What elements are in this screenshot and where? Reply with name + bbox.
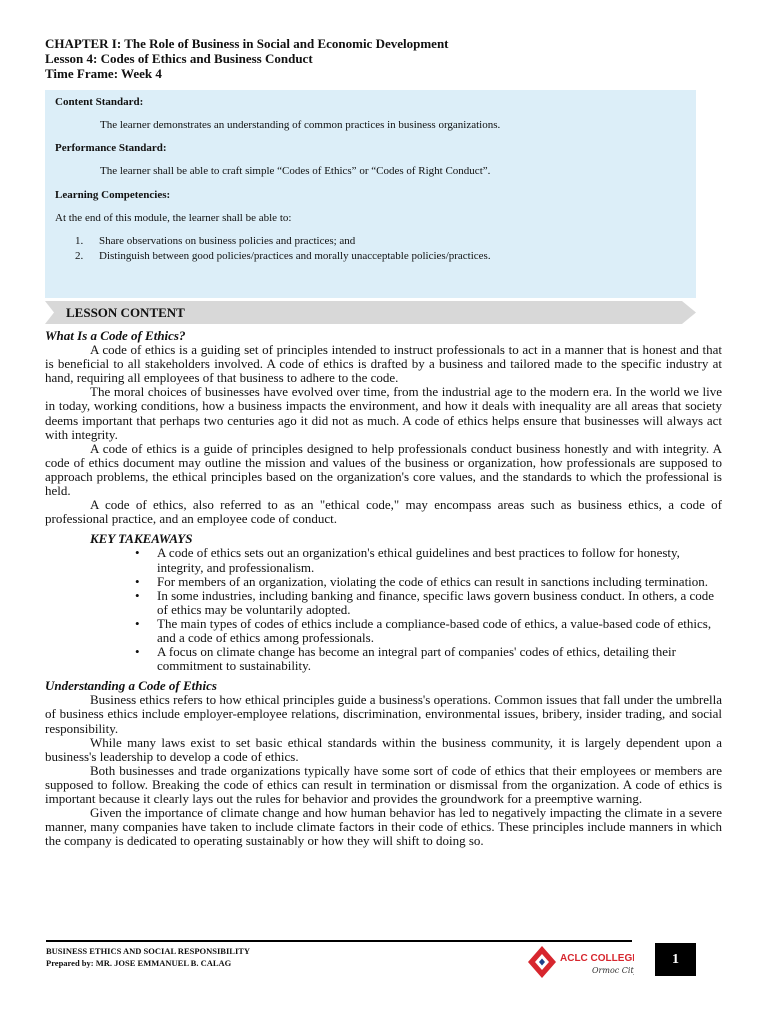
key-takeaway-item: • For members of an organization, violating the code of ethics can result in sanctions including termination. (135, 575, 722, 589)
key-takeaways-list (135, 546, 722, 673)
competency-number: 2. (75, 250, 84, 262)
competency-item (75, 235, 355, 247)
standards-box (45, 90, 696, 298)
key-takeaway-item: • A code of ethics sets out an organization's ethical guidelines and best practices to follow for honesty, integrity, and professionalism. (135, 546, 722, 574)
key-takeaway-item: • The main types of codes of ethics include a compliance-based code of ethics, a value-based code of ethics, and a code of ethics among professionals. (135, 617, 722, 645)
footer-text (46, 946, 250, 969)
content-standard-text: The learner demonstrates an understanding of common practices in business organizations. (100, 119, 501, 131)
section-title-what-is-code: What Is a Code of Ethics? (45, 328, 186, 343)
section2-paragraph: Both businesses and trade organizations typically have some sort of code of ethics that their employees or members are supposed to follow. Breaking the code of ethics can result in termination or dismissal from the organization. A code of ethics is important because it clearly lays out the rules for behavior and provides the groundwork for a preemptive warning. (45, 762, 722, 806)
competency-text: Distinguish between good policies/practices and morally unacceptable policies/practices. (99, 250, 491, 262)
lesson-content-bar (45, 301, 696, 324)
page-number: 1 (672, 951, 679, 967)
lesson-body (45, 329, 722, 848)
competencies-intro: At the end of this module, the learner shall be able to: (55, 212, 292, 224)
aclc-college-logo (524, 940, 634, 980)
logo-text: ACLC COLLEGE (560, 953, 634, 964)
key-takeaway-item: • A focus on climate change has become an integral part of companies' codes of ethics, detailing their commitment to sustainability. (135, 645, 722, 673)
learning-competencies-label: Learning Competencies: (55, 189, 171, 201)
section2-paragraph: Business ethics refers to how ethical principles guide a business's operations. Common issues that fall under the umbrella of business ethics include employer-employee relations, discrimination, environmental issues, bribery, insider trading, and social responsibility. (45, 692, 722, 736)
document-header (45, 36, 449, 81)
aclc-logo-icon (524, 940, 634, 980)
lesson-content-label: LESSON CONTENT (66, 305, 185, 320)
performance-standard-text: The learner shall be able to craft simple “Codes of Ethics” or “Codes of Right Conduct”. (100, 165, 491, 177)
performance-standard-label: Performance Standard: (55, 142, 167, 154)
logo-script: Ormoc City (592, 966, 634, 975)
key-takeaways-title: KEY TAKEAWAYS (90, 531, 193, 547)
competency-item (75, 250, 491, 262)
footer-course: BUSINESS ETHICS AND SOCIAL RESPONSIBILITY (46, 946, 251, 956)
section-title-understanding: Understanding a Code of Ethics (45, 678, 217, 694)
time-frame: Time Frame: Week 4 (45, 66, 162, 81)
lesson-title: Lesson 4: Codes of Ethics and Business Conduct (45, 51, 313, 66)
key-takeaway-item: • In some industries, including banking and finance, specific laws govern business conduct. In others, a code of ethics may be voluntarily adopted. (135, 589, 722, 617)
section2-paragraph: While many laws exist to set basic ethical standards within the business community, it is largely dependent upon a business's leadership to develop a code of ethics. (45, 734, 722, 764)
page-number-box (655, 943, 696, 976)
section2-paragraph: Given the importance of climate change and how human behavior has led to negatively impacting the climate in a severe manner, many companies have taken to include climate factors in their code of ethics. These principles include manners in which the company is dedicated to operating sustainably or how they will shift to doing so. (45, 805, 722, 849)
section1-paragraph: A code of ethics is a guide of principles designed to help professionals conduct business honestly and with integrity. A code of ethics document may outline the mission and values of the business or organization, how professionals are supposed to approach problems, the ethical principles based on the organization's core values, and the standards to which the professional is held. (45, 440, 722, 499)
section1-paragraph: The moral choices of businesses have evolved over time, from the industrial age to the modern era. In the world we live in today, working conditions, how a business impacts the environment, and how it deals with inequality are all areas that society deems important that perhaps two centuries ago it did not as much. A code of ethics helps ensure that businesses will always act with integrity. (45, 384, 722, 442)
competency-number: 1. (75, 235, 84, 247)
section1-paragraph: A code of ethics, also referred to as an "ethical code," may encompass areas such as business ethics, a code of professional practice, and an employee code of conduct. (45, 497, 722, 527)
section1-paragraph: A code of ethics is a guiding set of principles intended to instruct professionals to act in a manner that is honest and that is beneficial to all stakeholders involved. A code of ethics is drafted by a business and tailored made to the specific industry at hand, requiring all employees of that business to adhere to the code. (45, 342, 722, 386)
footer-prepared-by: Prepared by: MR. JOSE EMMANUEL B. CALAG (46, 957, 232, 968)
content-standard-label: Content Standard: (55, 96, 144, 108)
chapter-title: CHAPTER I: The Role of Business in Social and Economic Development (45, 36, 449, 51)
competency-text: Share observations on business policies and practices; and (99, 235, 356, 247)
